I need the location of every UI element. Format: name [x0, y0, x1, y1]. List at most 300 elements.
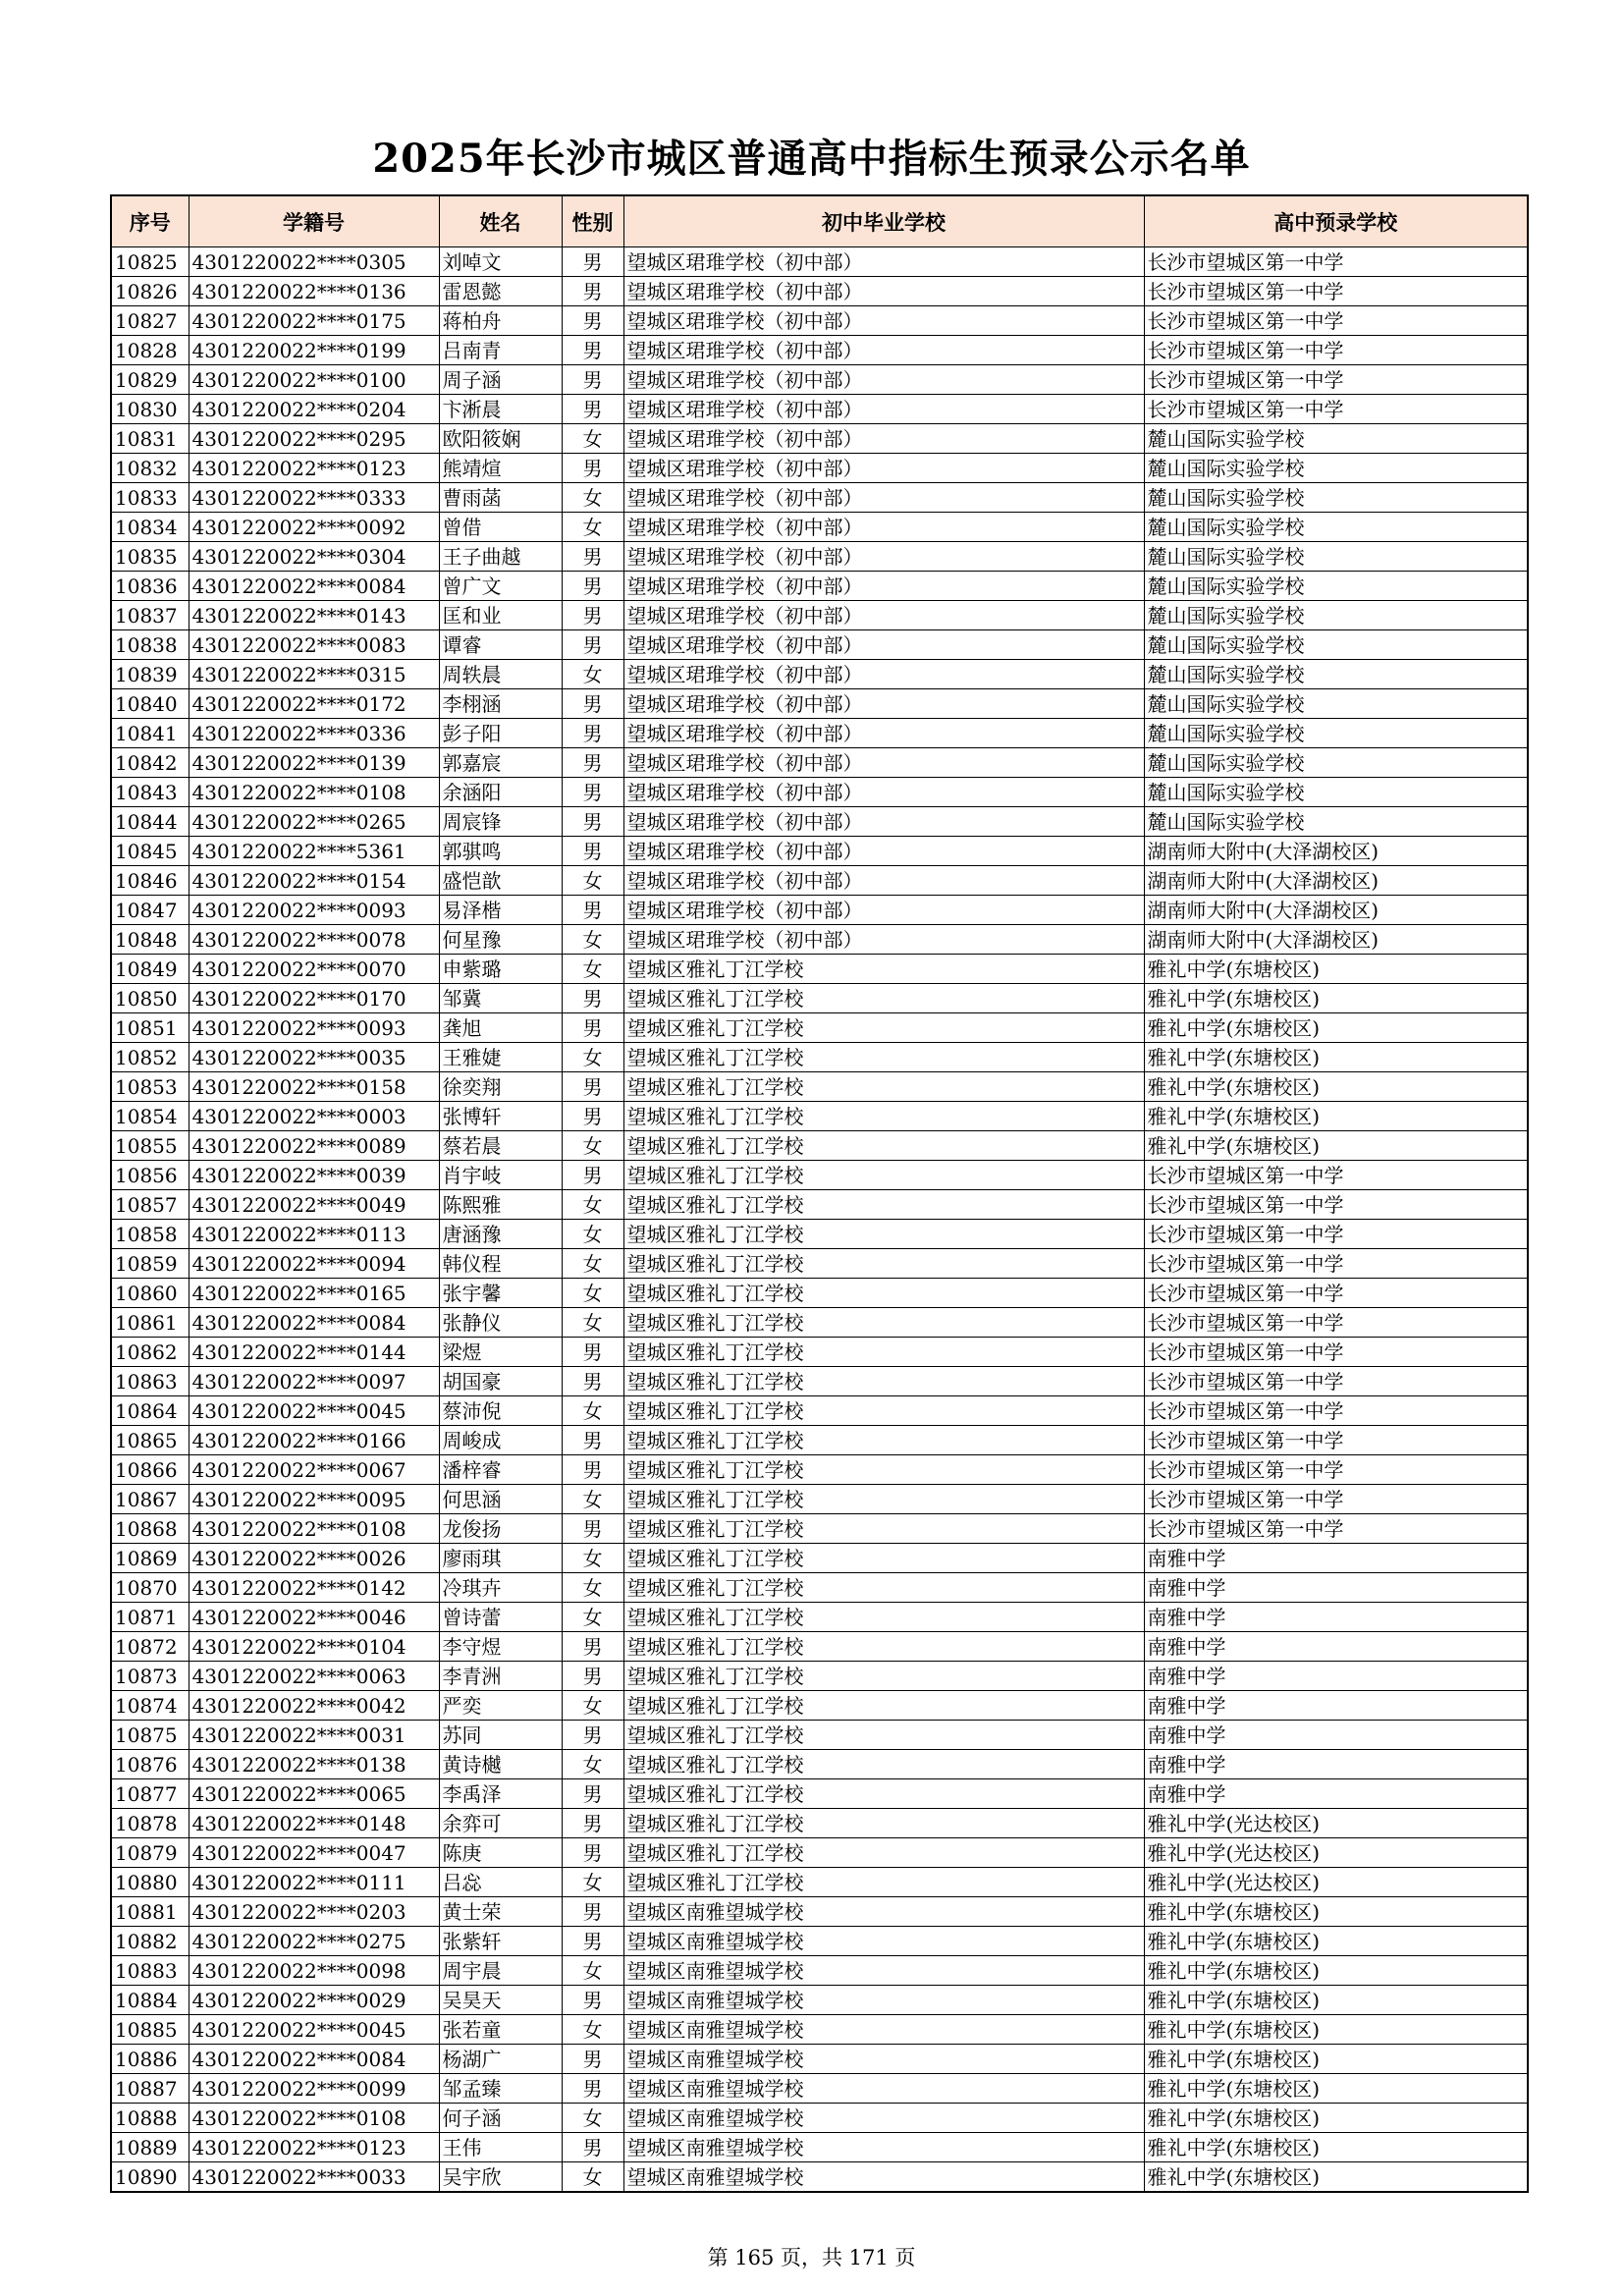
- cell-name: 黄诗樾: [439, 1750, 562, 1779]
- cell-middle-school: 望城区雅礼丁江学校: [623, 1102, 1144, 1131]
- table-row: [111, 925, 1528, 955]
- cell-name: 王子曲越: [439, 542, 562, 572]
- cell-middle-school: 望城区珺琟学校（初中部）: [623, 837, 1144, 866]
- cell-gender: 男: [562, 365, 623, 395]
- cell-gender: 男: [562, 454, 623, 483]
- cell-name: 陈熙雅: [439, 1190, 562, 1220]
- cell-student-id: 4301220022****0139: [189, 748, 439, 778]
- table-row: [111, 1102, 1528, 1131]
- cell-name: 龙俊扬: [439, 1514, 562, 1544]
- cell-seq: 10879: [111, 1838, 189, 1868]
- cell-student-id: 4301220022****0158: [189, 1072, 439, 1102]
- cell-gender: 女: [562, 1220, 623, 1249]
- cell-gender: 女: [562, 1750, 623, 1779]
- cell-gender: 女: [562, 1043, 623, 1072]
- table-row: [111, 1043, 1528, 1072]
- cell-student-id: 4301220022****0095: [189, 1485, 439, 1514]
- cell-gender: 男: [562, 1632, 623, 1662]
- cell-student-id: 4301220022****0039: [189, 1161, 439, 1190]
- cell-seq: 10842: [111, 748, 189, 778]
- cell-gender: 女: [562, 513, 623, 542]
- table-row: [111, 1013, 1528, 1043]
- table-row: [111, 1131, 1528, 1161]
- cell-name: 潘梓睿: [439, 1455, 562, 1485]
- cell-gender: 女: [562, 1956, 623, 1986]
- cell-high-school: 长沙市望城区第一中学: [1144, 1308, 1528, 1338]
- cell-gender: 女: [562, 1603, 623, 1632]
- table-row: [111, 1514, 1528, 1544]
- cell-name: 郭嘉宸: [439, 748, 562, 778]
- cell-middle-school: 望城区珺琟学校（初中部）: [623, 601, 1144, 630]
- cell-name: 冷琪卉: [439, 1573, 562, 1603]
- cell-high-school: 麓山国际实验学校: [1144, 748, 1528, 778]
- cell-student-id: 4301220022****0093: [189, 1013, 439, 1043]
- cell-middle-school: 望城区珺琟学校（初中部）: [623, 630, 1144, 660]
- cell-name: 申紫璐: [439, 955, 562, 984]
- cell-high-school: 麓山国际实验学校: [1144, 630, 1528, 660]
- cell-middle-school: 望城区珺琟学校（初中部）: [623, 336, 1144, 365]
- cell-middle-school: 望城区雅礼丁江学校: [623, 1750, 1144, 1779]
- cell-student-id: 4301220022****0199: [189, 336, 439, 365]
- cell-name: 肖宇岐: [439, 1161, 562, 1190]
- cell-student-id: 4301220022****0092: [189, 513, 439, 542]
- cell-student-id: 4301220022****0045: [189, 1396, 439, 1426]
- cell-student-id: 4301220022****0304: [189, 542, 439, 572]
- cell-high-school: 南雅中学: [1144, 1779, 1528, 1809]
- cell-high-school: 南雅中学: [1144, 1632, 1528, 1662]
- cell-student-id: 4301220022****0097: [189, 1367, 439, 1396]
- cell-gender: 男: [562, 689, 623, 719]
- cell-high-school: 长沙市望城区第一中学: [1144, 306, 1528, 336]
- cell-student-id: 4301220022****0065: [189, 1779, 439, 1809]
- cell-gender: 男: [562, 1809, 623, 1838]
- cell-middle-school: 望城区雅礼丁江学校: [623, 984, 1144, 1013]
- table-row: [111, 1249, 1528, 1279]
- cell-student-id: 4301220022****0123: [189, 454, 439, 483]
- cell-high-school: 麓山国际实验学校: [1144, 424, 1528, 454]
- cell-seq: 10854: [111, 1102, 189, 1131]
- cell-seq: 10889: [111, 2133, 189, 2162]
- cell-high-school: 湖南师大附中(大泽湖校区): [1144, 925, 1528, 955]
- cell-name: 李禹泽: [439, 1779, 562, 1809]
- cell-middle-school: 望城区珺琟学校（初中部）: [623, 778, 1144, 807]
- cell-high-school: 雅礼中学(东塘校区): [1144, 984, 1528, 1013]
- cell-student-id: 4301220022****0295: [189, 424, 439, 454]
- cell-middle-school: 望城区珺琟学校（初中部）: [623, 454, 1144, 483]
- cell-high-school: 南雅中学: [1144, 1544, 1528, 1573]
- cell-gender: 男: [562, 837, 623, 866]
- table-row: [111, 1220, 1528, 1249]
- cell-middle-school: 望城区雅礼丁江学校: [623, 1396, 1144, 1426]
- table-row: [111, 513, 1528, 542]
- cell-high-school: 雅礼中学(东塘校区): [1144, 1986, 1528, 2015]
- cell-student-id: 4301220022****0084: [189, 1308, 439, 1338]
- cell-name: 吴昊天: [439, 1986, 562, 2015]
- cell-middle-school: 望城区珺琟学校（初中部）: [623, 542, 1144, 572]
- cell-student-id: 4301220022****0204: [189, 395, 439, 424]
- cell-middle-school: 望城区珺琟学校（初中部）: [623, 660, 1144, 689]
- cell-middle-school: 望城区雅礼丁江学校: [623, 1544, 1144, 1573]
- table-row: [111, 1426, 1528, 1455]
- cell-seq: 10843: [111, 778, 189, 807]
- cell-gender: 男: [562, 572, 623, 601]
- cell-seq: 10831: [111, 424, 189, 454]
- cell-name: 邹冀: [439, 984, 562, 1013]
- cell-middle-school: 望城区珺琟学校（初中部）: [623, 748, 1144, 778]
- cell-name: 蔡若晨: [439, 1131, 562, 1161]
- cell-gender: 男: [562, 277, 623, 306]
- cell-student-id: 4301220022****0333: [189, 483, 439, 513]
- table-row: [111, 866, 1528, 896]
- cell-middle-school: 望城区雅礼丁江学校: [623, 1013, 1144, 1043]
- cell-seq: 10852: [111, 1043, 189, 1072]
- cell-name: 邹孟臻: [439, 2074, 562, 2104]
- cell-high-school: 长沙市望城区第一中学: [1144, 1279, 1528, 1308]
- cell-name: 吕惢: [439, 1868, 562, 1897]
- cell-name: 陈庚: [439, 1838, 562, 1868]
- cell-high-school: 长沙市望城区第一中学: [1144, 1396, 1528, 1426]
- table-row: [111, 1308, 1528, 1338]
- cell-name: 曾借: [439, 513, 562, 542]
- cell-seq: 10860: [111, 1279, 189, 1308]
- table-row: [111, 748, 1528, 778]
- table-row: [111, 483, 1528, 513]
- col-header-high-school: 高中预录学校: [1144, 195, 1528, 247]
- col-header-middle-school: 初中毕业学校: [623, 195, 1144, 247]
- cell-middle-school: 望城区珺琟学校（初中部）: [623, 395, 1144, 424]
- cell-high-school: 雅礼中学(东塘校区): [1144, 2074, 1528, 2104]
- table-row: [111, 2162, 1528, 2193]
- cell-high-school: 雅礼中学(东塘校区): [1144, 1013, 1528, 1043]
- cell-gender: 女: [562, 1249, 623, 1279]
- cell-gender: 男: [562, 395, 623, 424]
- cell-name: 易泽楷: [439, 896, 562, 925]
- cell-middle-school: 望城区南雅望城学校: [623, 2133, 1144, 2162]
- cell-seq: 10877: [111, 1779, 189, 1809]
- cell-seq: 10886: [111, 2045, 189, 2074]
- table-row: [111, 984, 1528, 1013]
- cell-gender: 男: [562, 1072, 623, 1102]
- cell-high-school: 南雅中学: [1144, 1691, 1528, 1721]
- cell-student-id: 4301220022****0029: [189, 1986, 439, 2015]
- table-row: [111, 807, 1528, 837]
- cell-high-school: 长沙市望城区第一中学: [1144, 1367, 1528, 1396]
- table-row: [111, 689, 1528, 719]
- col-header-student-id: 学籍号: [189, 195, 439, 247]
- cell-high-school: 雅礼中学(东塘校区): [1144, 1102, 1528, 1131]
- cell-gender: 男: [562, 984, 623, 1013]
- cell-seq: 10836: [111, 572, 189, 601]
- table-row: [111, 1072, 1528, 1102]
- cell-middle-school: 望城区南雅望城学校: [623, 2162, 1144, 2193]
- cell-student-id: 4301220022****0089: [189, 1131, 439, 1161]
- cell-middle-school: 望城区南雅望城学校: [623, 2074, 1144, 2104]
- cell-student-id: 4301220022****0265: [189, 807, 439, 837]
- table-row: [111, 601, 1528, 630]
- cell-name: 欧阳筱娴: [439, 424, 562, 454]
- cell-seq: 10849: [111, 955, 189, 984]
- cell-middle-school: 望城区雅礼丁江学校: [623, 1632, 1144, 1662]
- cell-name: 张博轩: [439, 1102, 562, 1131]
- cell-name: 吕南青: [439, 336, 562, 365]
- cell-student-id: 4301220022****0136: [189, 277, 439, 306]
- table-row: [111, 1455, 1528, 1485]
- cell-gender: 女: [562, 424, 623, 454]
- cell-seq: 10855: [111, 1131, 189, 1161]
- table-row: [111, 1161, 1528, 1190]
- page-footer: 第 165 页，共 171 页: [707, 2246, 916, 2269]
- cell-seq: 10890: [111, 2162, 189, 2193]
- cell-high-school: 雅礼中学(东塘校区): [1144, 1131, 1528, 1161]
- table-row: [111, 2104, 1528, 2133]
- table-row: [111, 1632, 1528, 1662]
- col-header-seq: 序号: [111, 195, 189, 247]
- cell-seq: 10828: [111, 336, 189, 365]
- cell-name: 李青洲: [439, 1662, 562, 1691]
- cell-name: 蒋柏舟: [439, 306, 562, 336]
- cell-middle-school: 望城区雅礼丁江学校: [623, 1043, 1144, 1072]
- cell-seq: 10837: [111, 601, 189, 630]
- cell-high-school: 麓山国际实验学校: [1144, 660, 1528, 689]
- cell-name: 李守煜: [439, 1632, 562, 1662]
- cell-seq: 10871: [111, 1603, 189, 1632]
- cell-gender: 男: [562, 2045, 623, 2074]
- cell-middle-school: 望城区雅礼丁江学校: [623, 1514, 1144, 1544]
- table-row: [111, 837, 1528, 866]
- cell-seq: 10834: [111, 513, 189, 542]
- cell-high-school: 长沙市望城区第一中学: [1144, 1161, 1528, 1190]
- cell-student-id: 4301220022****0078: [189, 925, 439, 955]
- cell-middle-school: 望城区雅礼丁江学校: [623, 1249, 1144, 1279]
- cell-gender: 男: [562, 247, 623, 277]
- cell-student-id: 4301220022****0143: [189, 601, 439, 630]
- cell-seq: 10873: [111, 1662, 189, 1691]
- cell-middle-school: 望城区雅礼丁江学校: [623, 1338, 1144, 1367]
- cell-name: 何子涵: [439, 2104, 562, 2133]
- cell-high-school: 雅礼中学(东塘校区): [1144, 1956, 1528, 1986]
- cell-high-school: 长沙市望城区第一中学: [1144, 1455, 1528, 1485]
- cell-student-id: 4301220022****0045: [189, 2015, 439, 2045]
- cell-gender: 男: [562, 1927, 623, 1956]
- cell-name: 何思涵: [439, 1485, 562, 1514]
- cell-seq: 10868: [111, 1514, 189, 1544]
- cell-middle-school: 望城区雅礼丁江学校: [623, 1220, 1144, 1249]
- cell-high-school: 麓山国际实验学校: [1144, 807, 1528, 837]
- cell-gender: 女: [562, 1308, 623, 1338]
- cell-gender: 男: [562, 748, 623, 778]
- cell-name: 梁煜: [439, 1338, 562, 1367]
- cell-student-id: 4301220022****0084: [189, 2045, 439, 2074]
- cell-seq: 10864: [111, 1396, 189, 1426]
- cell-name: 曹雨菡: [439, 483, 562, 513]
- table-row: [111, 719, 1528, 748]
- table-row: [111, 542, 1528, 572]
- cell-gender: 男: [562, 1662, 623, 1691]
- cell-high-school: 雅礼中学(东塘校区): [1144, 2104, 1528, 2133]
- table-row: [111, 277, 1528, 306]
- cell-seq: 10851: [111, 1013, 189, 1043]
- cell-high-school: 麓山国际实验学校: [1144, 689, 1528, 719]
- cell-student-id: 4301220022****0336: [189, 719, 439, 748]
- cell-student-id: 4301220022****0026: [189, 1544, 439, 1573]
- cell-seq: 10858: [111, 1220, 189, 1249]
- table-row: [111, 2074, 1528, 2104]
- cell-high-school: 长沙市望城区第一中学: [1144, 1249, 1528, 1279]
- cell-student-id: 4301220022****0142: [189, 1573, 439, 1603]
- table-row: [111, 1691, 1528, 1721]
- cell-gender: 男: [562, 896, 623, 925]
- cell-gender: 女: [562, 660, 623, 689]
- cell-middle-school: 望城区珺琟学校（初中部）: [623, 719, 1144, 748]
- cell-middle-school: 望城区雅礼丁江学校: [623, 1721, 1144, 1750]
- cell-student-id: 4301220022****0166: [189, 1426, 439, 1455]
- cell-high-school: 麓山国际实验学校: [1144, 542, 1528, 572]
- cell-student-id: 4301220022****0111: [189, 1868, 439, 1897]
- cell-seq: 10845: [111, 837, 189, 866]
- cell-high-school: 雅礼中学(东塘校区): [1144, 1072, 1528, 1102]
- cell-high-school: 麓山国际实验学校: [1144, 454, 1528, 483]
- cell-seq: 10840: [111, 689, 189, 719]
- cell-student-id: 4301220022****0203: [189, 1897, 439, 1927]
- cell-student-id: 4301220022****0305: [189, 247, 439, 277]
- table-row: [111, 955, 1528, 984]
- cell-seq: 10832: [111, 454, 189, 483]
- cell-seq: 10872: [111, 1632, 189, 1662]
- cell-high-school: 雅礼中学(光达校区): [1144, 1838, 1528, 1868]
- table-row: [111, 424, 1528, 454]
- cell-student-id: 4301220022****0104: [189, 1632, 439, 1662]
- cell-gender: 男: [562, 1455, 623, 1485]
- cell-gender: 男: [562, 1426, 623, 1455]
- cell-middle-school: 望城区雅礼丁江学校: [623, 1426, 1144, 1455]
- cell-middle-school: 望城区雅礼丁江学校: [623, 1308, 1144, 1338]
- cell-high-school: 长沙市望城区第一中学: [1144, 1338, 1528, 1367]
- cell-gender: 男: [562, 1013, 623, 1043]
- cell-high-school: 雅礼中学(东塘校区): [1144, 2045, 1528, 2074]
- cell-middle-school: 望城区南雅望城学校: [623, 2104, 1144, 2133]
- cell-gender: 男: [562, 601, 623, 630]
- cell-middle-school: 望城区珺琟学校（初中部）: [623, 807, 1144, 837]
- cell-gender: 女: [562, 866, 623, 896]
- cell-high-school: 雅礼中学(东塘校区): [1144, 2015, 1528, 2045]
- cell-middle-school: 望城区珺琟学校（初中部）: [623, 689, 1144, 719]
- table-row: [111, 2015, 1528, 2045]
- cell-middle-school: 望城区珺琟学校（初中部）: [623, 247, 1144, 277]
- cell-name: 张若童: [439, 2015, 562, 2045]
- cell-high-school: 湖南师大附中(大泽湖校区): [1144, 896, 1528, 925]
- cell-middle-school: 望城区雅礼丁江学校: [623, 1485, 1144, 1514]
- cell-name: 周子涵: [439, 365, 562, 395]
- cell-high-school: 南雅中学: [1144, 1721, 1528, 1750]
- cell-name: 王伟: [439, 2133, 562, 2162]
- table-row: [111, 336, 1528, 365]
- table-row: [111, 395, 1528, 424]
- cell-high-school: 长沙市望城区第一中学: [1144, 365, 1528, 395]
- cell-seq: 10880: [111, 1868, 189, 1897]
- table-row: [111, 660, 1528, 689]
- cell-student-id: 4301220022****0035: [189, 1043, 439, 1072]
- header-row: [111, 195, 1528, 247]
- col-header-name: 姓名: [439, 195, 562, 247]
- cell-seq: 10869: [111, 1544, 189, 1573]
- table-row: [111, 1662, 1528, 1691]
- cell-middle-school: 望城区珺琟学校（初中部）: [623, 513, 1144, 542]
- cell-high-school: 湖南师大附中(大泽湖校区): [1144, 837, 1528, 866]
- cell-name: 张紫轩: [439, 1927, 562, 1956]
- cell-middle-school: 望城区珺琟学校（初中部）: [623, 424, 1144, 454]
- cell-middle-school: 望城区南雅望城学校: [623, 1986, 1144, 2015]
- cell-middle-school: 望城区雅礼丁江学校: [623, 1573, 1144, 1603]
- cell-student-id: 4301220022****0031: [189, 1721, 439, 1750]
- cell-student-id: 4301220022****0138: [189, 1750, 439, 1779]
- cell-middle-school: 望城区雅礼丁江学校: [623, 1691, 1144, 1721]
- cell-gender: 女: [562, 1279, 623, 1308]
- cell-student-id: 4301220022****0033: [189, 2162, 439, 2193]
- cell-middle-school: 望城区南雅望城学校: [623, 1897, 1144, 1927]
- cell-high-school: 长沙市望城区第一中学: [1144, 1190, 1528, 1220]
- col-header-gender: 性别: [562, 195, 623, 247]
- cell-seq: 10867: [111, 1485, 189, 1514]
- cell-gender: 女: [562, 1544, 623, 1573]
- cell-student-id: 4301220022****0275: [189, 1927, 439, 1956]
- cell-gender: 女: [562, 2162, 623, 2193]
- cell-high-school: 长沙市望城区第一中学: [1144, 395, 1528, 424]
- cell-seq: 10875: [111, 1721, 189, 1750]
- cell-middle-school: 望城区雅礼丁江学校: [623, 1455, 1144, 1485]
- cell-high-school: 雅礼中学(东塘校区): [1144, 1927, 1528, 1956]
- cell-student-id: 4301220022****0003: [189, 1102, 439, 1131]
- cell-high-school: 麓山国际实验学校: [1144, 513, 1528, 542]
- cell-seq: 10827: [111, 306, 189, 336]
- cell-seq: 10830: [111, 395, 189, 424]
- cell-student-id: 4301220022****0154: [189, 866, 439, 896]
- cell-middle-school: 望城区雅礼丁江学校: [623, 1809, 1144, 1838]
- cell-seq: 10887: [111, 2074, 189, 2104]
- cell-student-id: 4301220022****0084: [189, 572, 439, 601]
- cell-student-id: 4301220022****0113: [189, 1220, 439, 1249]
- cell-student-id: 4301220022****0165: [189, 1279, 439, 1308]
- cell-student-id: 4301220022****0123: [189, 2133, 439, 2162]
- cell-gender: 女: [562, 1573, 623, 1603]
- cell-middle-school: 望城区雅礼丁江学校: [623, 1838, 1144, 1868]
- cell-seq: 10846: [111, 866, 189, 896]
- cell-high-school: 长沙市望城区第一中学: [1144, 1514, 1528, 1544]
- cell-name: 徐奕翔: [439, 1072, 562, 1102]
- cell-name: 严奕: [439, 1691, 562, 1721]
- cell-seq: 10870: [111, 1573, 189, 1603]
- cell-high-school: 南雅中学: [1144, 1662, 1528, 1691]
- cell-gender: 女: [562, 1868, 623, 1897]
- cell-student-id: 4301220022****0099: [189, 2074, 439, 2104]
- cell-student-id: 4301220022****0108: [189, 1514, 439, 1544]
- cell-seq: 10882: [111, 1927, 189, 1956]
- cell-middle-school: 望城区雅礼丁江学校: [623, 1603, 1144, 1632]
- table-row: [111, 365, 1528, 395]
- cell-seq: 10861: [111, 1308, 189, 1338]
- cell-name: 周宇晨: [439, 1956, 562, 1986]
- table-header: [111, 195, 1528, 247]
- cell-student-id: 4301220022****0108: [189, 2104, 439, 2133]
- cell-gender: 男: [562, 1514, 623, 1544]
- cell-name: 郭骐鸣: [439, 837, 562, 866]
- table-row: [111, 778, 1528, 807]
- cell-name: 唐涵豫: [439, 1220, 562, 1249]
- cell-name: 余弈可: [439, 1809, 562, 1838]
- cell-student-id: 4301220022****0063: [189, 1662, 439, 1691]
- cell-seq: 10885: [111, 2015, 189, 2045]
- cell-student-id: 4301220022****0175: [189, 306, 439, 336]
- cell-middle-school: 望城区珺琟学校（初中部）: [623, 277, 1144, 306]
